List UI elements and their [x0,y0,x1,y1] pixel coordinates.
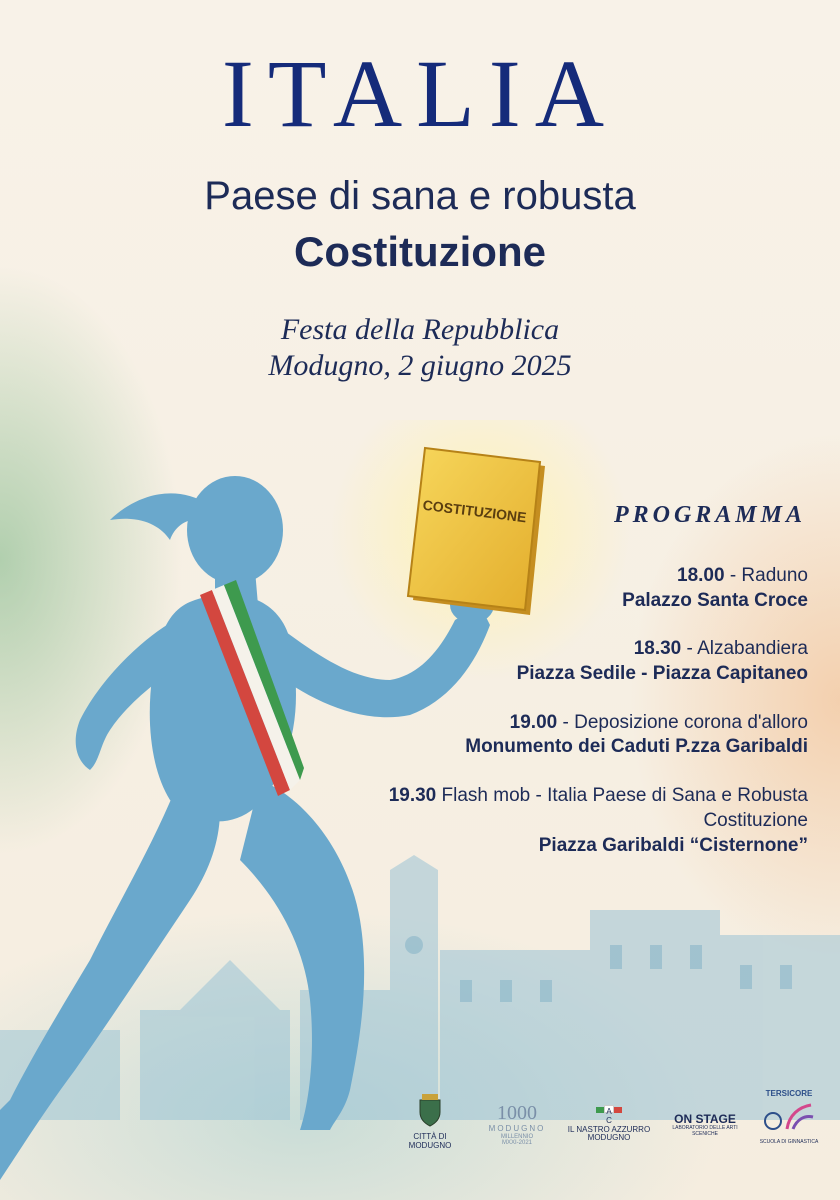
book-label: COSTITUZIONE [421,496,528,526]
program-activity: - Alzabandiera [681,638,808,660]
logo-citta-di-modugno: CITTÀ DI MODUGNO [400,1094,460,1151]
event-name: Festa della Repubblica [280,313,560,346]
program-place: Piazza Sedile - Piazza Capitaneo [516,663,808,685]
program-item [348,564,808,613]
coat-of-arms-icon [416,1094,444,1128]
poster-subtitle-emphasis: Costituzione [294,228,546,275]
logo-nastro-azzurro: A C IL NASTRO AZZURRO MODUGNO [566,1100,652,1143]
program-time: 19.30 [388,785,437,807]
program-place: Monumento dei Caduti P.zza Garibaldi [465,736,808,758]
program-place: Palazzo Santa Croce [622,589,808,611]
program-activity: Flash mob - Italia Paese di Sana e Robusta Costituzione [436,785,808,831]
program-item [348,784,808,858]
program-list [348,564,808,882]
sponsor-logos [400,1088,840,1188]
program-item [348,637,808,686]
event-info [0,312,840,384]
program-place: Piazza Garibaldi “Cisternone” [538,834,808,856]
event-date-place: Modugno, 2 giugno 2025 [268,349,572,382]
program-item [348,711,808,760]
program-time: 18.00 [677,565,725,586]
dancer-logo-icon [759,1099,819,1135]
program-heading: PROGRAMMA [613,502,806,528]
program-activity: - Deposizione corona d'alloro [557,711,808,733]
poster-title: ITALIA [221,40,619,147]
poster-subtitle: Paese di sana e robusta [204,174,636,218]
program-time: 19.00 [509,711,558,733]
logo-tersicore: TERSICORE SCUOLA DI GINNASTICA [759,1089,819,1145]
program-time: 18.30 [633,638,682,660]
logo-on-stage: ON STAGE LABORATORIO DELLE ARTI SCENICHE [672,1112,738,1137]
program-activity: - Raduno [724,565,808,586]
logo-modugno-millennio: 1000 MODUGNO MILLENNIO MXXI-2021 [488,1102,546,1147]
